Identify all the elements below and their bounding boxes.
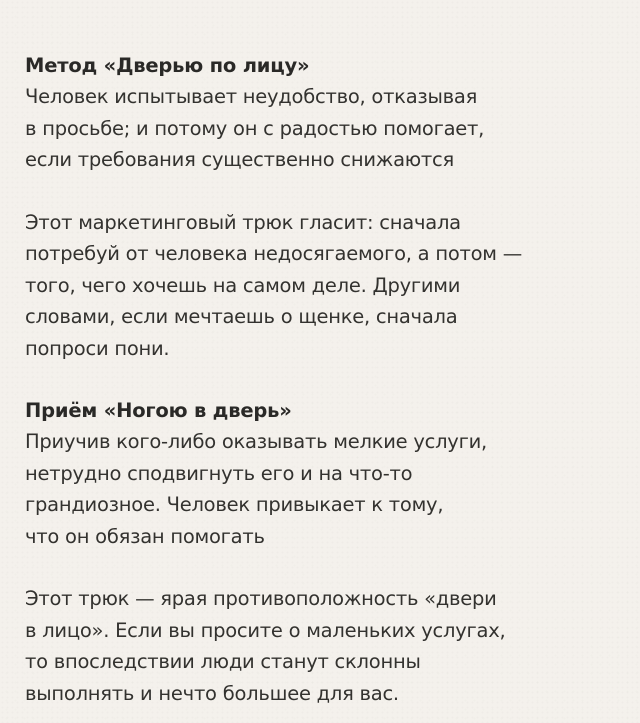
- section-foot-in-door-explanation: [25, 583, 616, 709]
- section-paragraph: Приучив кого-либо оказывать мелкие услуги, нетрудно сподвигнуть его и на что-то грандиозное. Человек привыкает к тому, что он обязан помогать: [25, 430, 487, 548]
- section-door-in-face-explanation: [25, 207, 616, 365]
- section-paragraph: Этот маркетинговый трюк гласит: сначала потребуй от человека недосягаемого, а потом — того, чего хочешь на самом деле. Другими словами, если мечтаешь о щенке, сначала попроси пони.: [25, 210, 522, 360]
- paragraph-spacer: [25, 552, 616, 583]
- paragraph-spacer: [25, 364, 616, 395]
- section-paragraph: Этот трюк — ярая противоположность «двери в лицо». Если вы просите о маленьких услугах, то впоследствии люди станут склонны выполнять и нечто большее для вас.: [25, 587, 506, 705]
- section-door-in-face: [25, 50, 616, 176]
- section-foot-in-door: [25, 395, 616, 552]
- section-heading: Приём «Ногою в дверь»: [25, 399, 292, 422]
- section-paragraph: Человек испытывает неудобство, отказывая в просьбе; и потому он с радостью помогает, если требования существенно снижаются: [25, 85, 485, 171]
- section-heading: Метод «Дверью по лицу»: [25, 54, 310, 77]
- paragraph-spacer: [25, 176, 616, 207]
